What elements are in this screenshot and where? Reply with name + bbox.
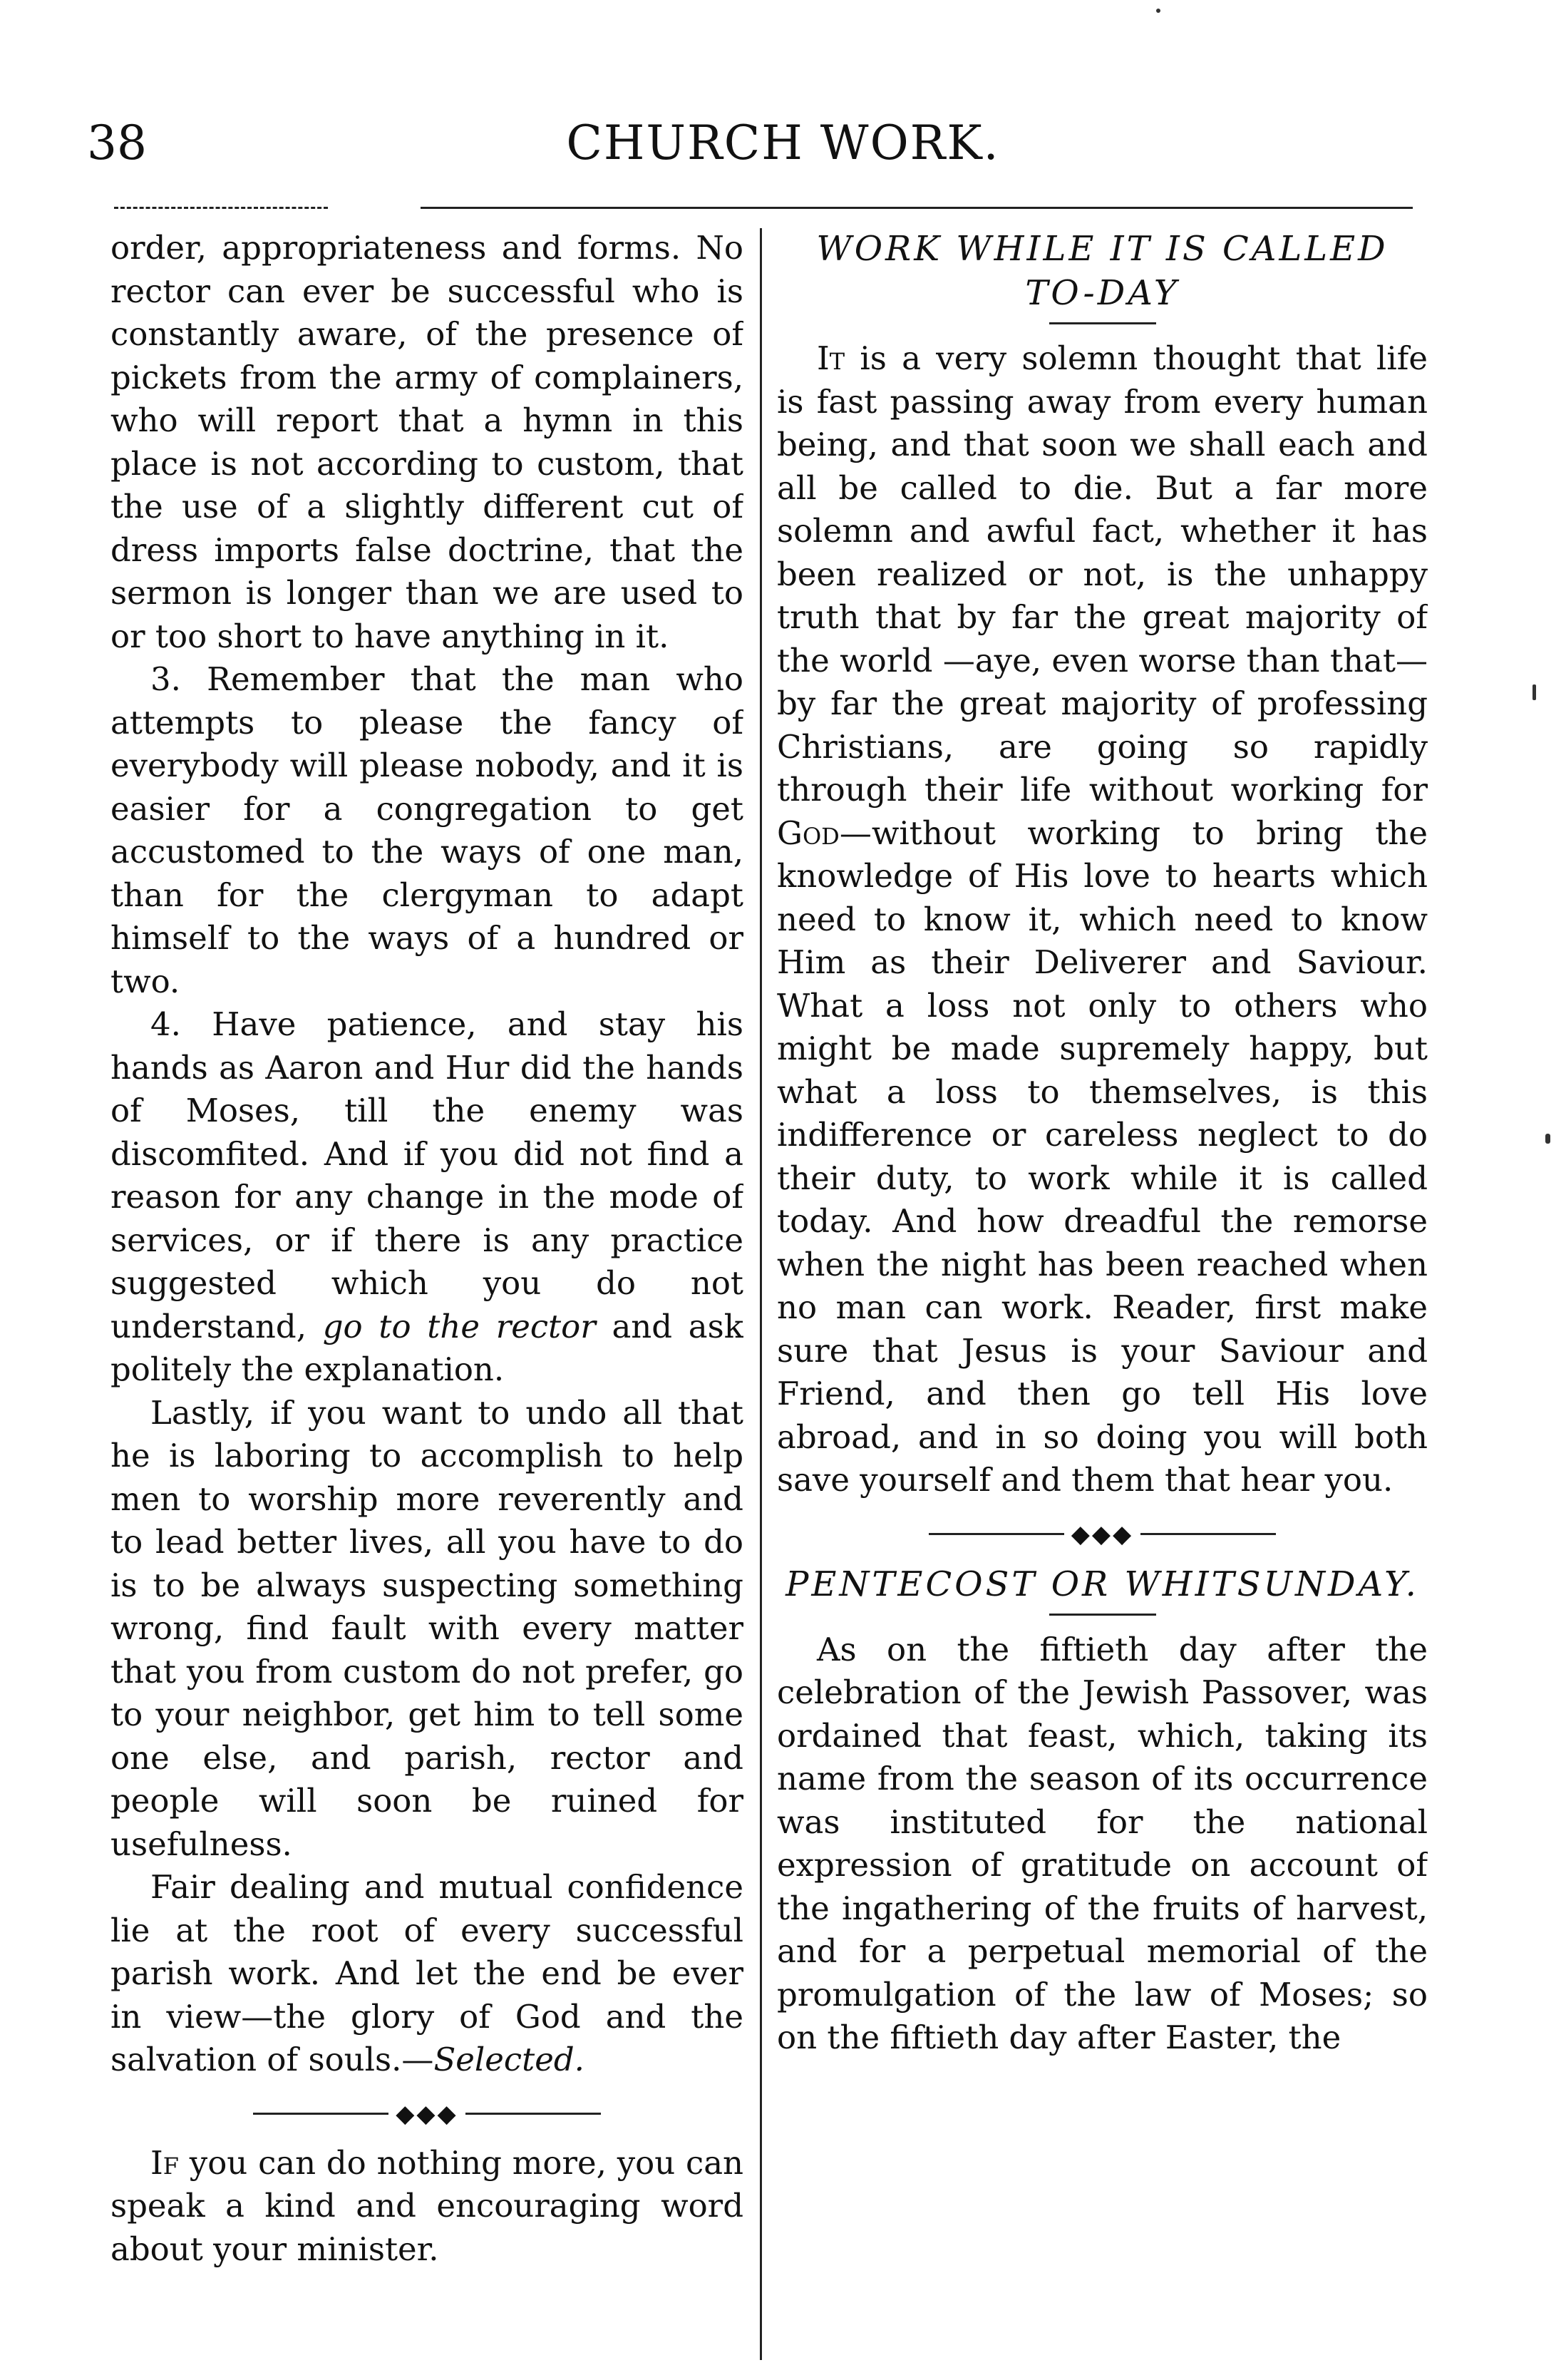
- right-paragraph-2: As on the fiftieth day after the celebration of the Jewish Passover, was ordained that feast, which, taking its name from the season of its occurrence was instituted for the national expression of gratitude on account of the ingathering of the fruits of harvest, and for a perpetual memorial of the promulgation of the law of Moses; so on the fiftieth day after Easter, the: [777, 1630, 1428, 2056]
- left-paragraph-1: order, appropriateness and forms. No rector can ever be successful who is constantly aware, of the presence of pickets from the army of complainers, who will report that a hymn in this place is not according to custom, that the use of a slightly different cut of dress imports false doctrine, that the sermon is longer than we are used to or too short to have anything in it.: [110, 229, 743, 655]
- right-paragraph-1-lead: It: [817, 339, 845, 377]
- page-number: 38: [87, 116, 147, 170]
- right-paragraph-1: [777, 337, 1428, 1502]
- header-rule-dashed: [114, 207, 328, 209]
- section-ornament-left: [110, 2101, 743, 2126]
- right-paragraph-1-text-b: —without working to bring the knowledge of His love to hearts which need to know it, which need to know Him as their Deliverer and Saviour. What a loss not only to others who might be made supremely happy, but what a loss to themselves, is this indifference or careless neglect to do their duty, to work while it is called today. And how dreadful the remorse when the night has been reached when no man can work. Reader, first make sure that Jesus is your Saviour and Friend, and then go tell His love abroad, and in so doing you will both save yourself and them that hear you.: [777, 814, 1428, 1499]
- header-rule: [421, 207, 1413, 209]
- running-title: CHURCH WORK.: [566, 116, 1000, 170]
- left-paragraph-5-signature: Selected.: [433, 2041, 584, 2078]
- left-paragraph-6: [110, 2142, 743, 2272]
- left-paragraph-3: [110, 1003, 743, 1392]
- left-paragraph-3-end: and ask politely the explanation.: [110, 1307, 743, 1388]
- ornament-glyph-left: ◆◆◆: [396, 2099, 458, 2128]
- section-title-work-while: WORK WHILE IT IS CALLED TO-DAY: [816, 229, 1389, 313]
- scan-speck: [1532, 684, 1536, 700]
- left-paragraph-6-text: you can do nothing more, you can speak a kind and encouraging word about your minister.: [110, 2143, 743, 2268]
- ornament-line-left-a: [253, 2113, 388, 2115]
- left-paragraph-2: 3. Remember that the man who attempts to please the fancy of everybody will please nobody, and it is easier for a congregation to get accustomed to the ways of one man, than for the clergyman to adapt himself to the ways of a hundred or two.: [110, 660, 743, 1000]
- ornament-line-left-b: [465, 2113, 601, 2115]
- scan-speck: [1545, 1134, 1550, 1144]
- left-paragraph-3-start: 4. Have patience, and stay his hands as Aaron and Hur did the hands of Moses, till the enemy was discomfited. And if you did not find a reason for any change in the mode of services, or if there is any practice suggested which you do not understand,: [110, 1005, 743, 1345]
- right-column: [777, 227, 1428, 2359]
- section-ornament-right: [777, 1521, 1428, 1547]
- section-title-rule-2: [1049, 1614, 1156, 1616]
- ornament-line-right-b: [1140, 1533, 1276, 1535]
- ornament-glyph-right: ◆◆◆: [1071, 1519, 1134, 1549]
- left-paragraph-4: Lastly, if you want to undo all that he is laboring to accomplish to help men to worship more reverently and to lead better lives, all you have to do is to be always suspecting something wrong, find fault with every matter that you from custom do not prefer, go to your neighbor, get him to tell some one else, and parish, rector and people will soon be ruined for usefulness.: [110, 1393, 743, 1863]
- left-paragraph-6-lead: If: [150, 2143, 179, 2182]
- right-paragraph-1-text-a: is a very solemn thought that life is fast passing away from every human being, and that soon we shall each and all be called to die. But a far more solemn and awful fact, whether it has been realized or not, is the unhappy truth that by far the great majority of the world —aye, even worse than that—by far the great majority of professing Christians, are going so rapidly through their life without working for: [777, 339, 1428, 809]
- ornament-line-right-a: [929, 1533, 1064, 1535]
- section-title-rule: [1049, 322, 1156, 324]
- left-paragraph-5: [110, 1866, 743, 2082]
- left-paragraph-5-text: Fair dealing and mutual confidence lie at the root of every successful parish work. And let the end be ever in view—the glory of God and the salvation of souls.—: [110, 1868, 743, 2078]
- scan-speck: [1156, 9, 1160, 13]
- left-paragraph-3-italic: go to the rector: [322, 1307, 596, 1345]
- section-title-pentecost: PENTECOST OR WHITSUNDAY.: [785, 1564, 1419, 1604]
- right-paragraph-1-god: God: [777, 814, 840, 852]
- column-divider: [760, 228, 762, 2360]
- left-column: [110, 227, 743, 2359]
